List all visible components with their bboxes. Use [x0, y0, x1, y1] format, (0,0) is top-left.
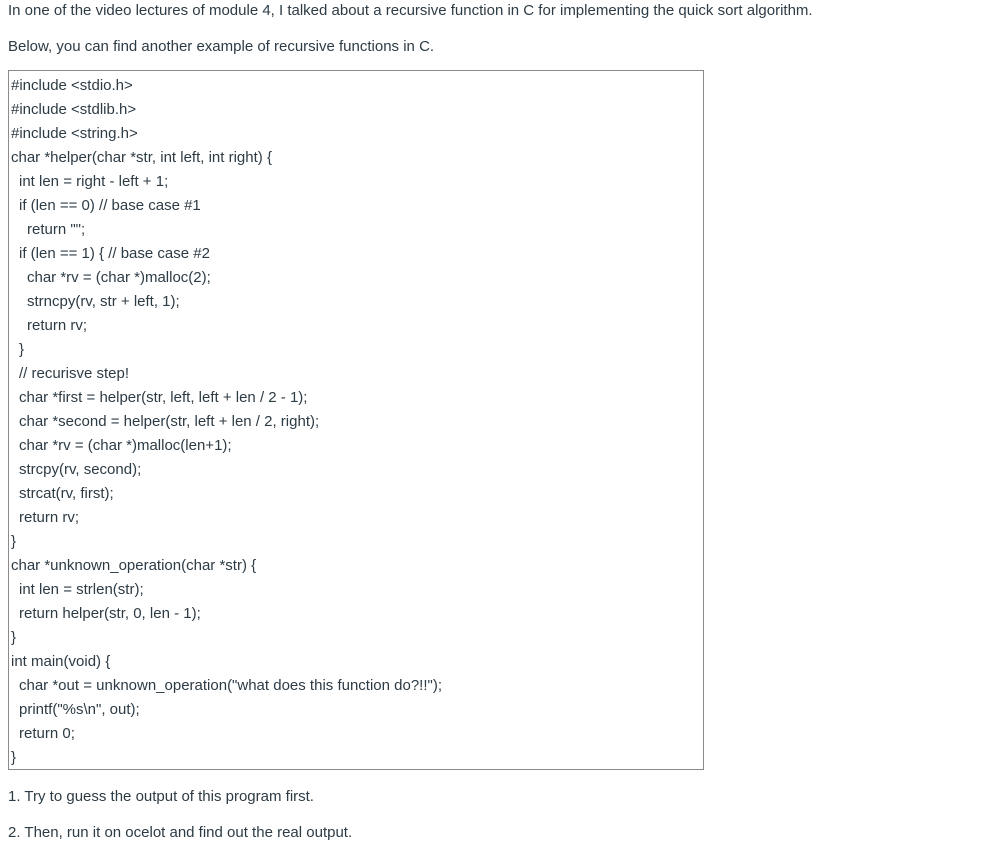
code-line: strncpy(rv, str + left, 1);: [27, 293, 180, 310]
code-line: #include <stdio.h>: [11, 77, 133, 94]
code-line: char *first = helper(str, left, left + len / 2 - 1);: [19, 389, 308, 406]
code-line: return rv;: [19, 509, 80, 526]
code-line: if (len == 0) // base case #1: [19, 197, 201, 214]
code-line: int len = strlen(str);: [19, 581, 144, 598]
code-line: char *out = unknown_operation("what does this function do?!!");: [19, 677, 442, 694]
instruction-step-2: 2. Then, run it on ocelot and find out the real output.: [8, 824, 353, 841]
code-line: char *unknown_operation(char *str) {: [11, 557, 257, 574]
code-line: if (len == 1) { // base case #2: [19, 245, 210, 262]
code-line: printf("%s\n", out);: [19, 701, 140, 718]
code-line: strcpy(rv, second);: [19, 461, 142, 478]
code-line: }: [11, 629, 17, 646]
code-line: char *rv = (char *)malloc(2);: [27, 269, 211, 286]
code-line: // recurisve step!: [19, 365, 130, 382]
code-line: #include <stdlib.h>: [11, 101, 137, 118]
code-line: char *helper(char *str, int left, int right) {: [11, 149, 272, 166]
code-line: return "";: [27, 221, 86, 238]
code-line: char *second = helper(str, left + len / 2, right);: [19, 413, 320, 430]
code-line: int main(void) {: [11, 653, 111, 670]
code-line: int len = right - left + 1;: [19, 173, 169, 190]
code-line: strcat(rv, first);: [19, 485, 114, 502]
instruction-step-1: 1. Try to guess the output of this program first.: [8, 788, 314, 805]
intro-paragraph-2: Below, you can find another example of recursive functions in C.: [8, 38, 435, 55]
code-line: }: [11, 533, 17, 550]
code-line: }: [11, 749, 17, 766]
code-line: return 0;: [19, 725, 75, 742]
code-line: return rv;: [27, 317, 88, 334]
code-block: [8, 70, 704, 770]
code-line: #include <string.h>: [11, 125, 138, 142]
code-line: char *rv = (char *)malloc(len+1);: [19, 437, 232, 454]
code-line: return helper(str, 0, len - 1);: [19, 605, 201, 622]
code-line: }: [19, 341, 25, 358]
intro-paragraph: In one of the video lectures of module 4, I talked about a recursive function in C for implementing the quick sort algorithm.: [8, 2, 813, 19]
